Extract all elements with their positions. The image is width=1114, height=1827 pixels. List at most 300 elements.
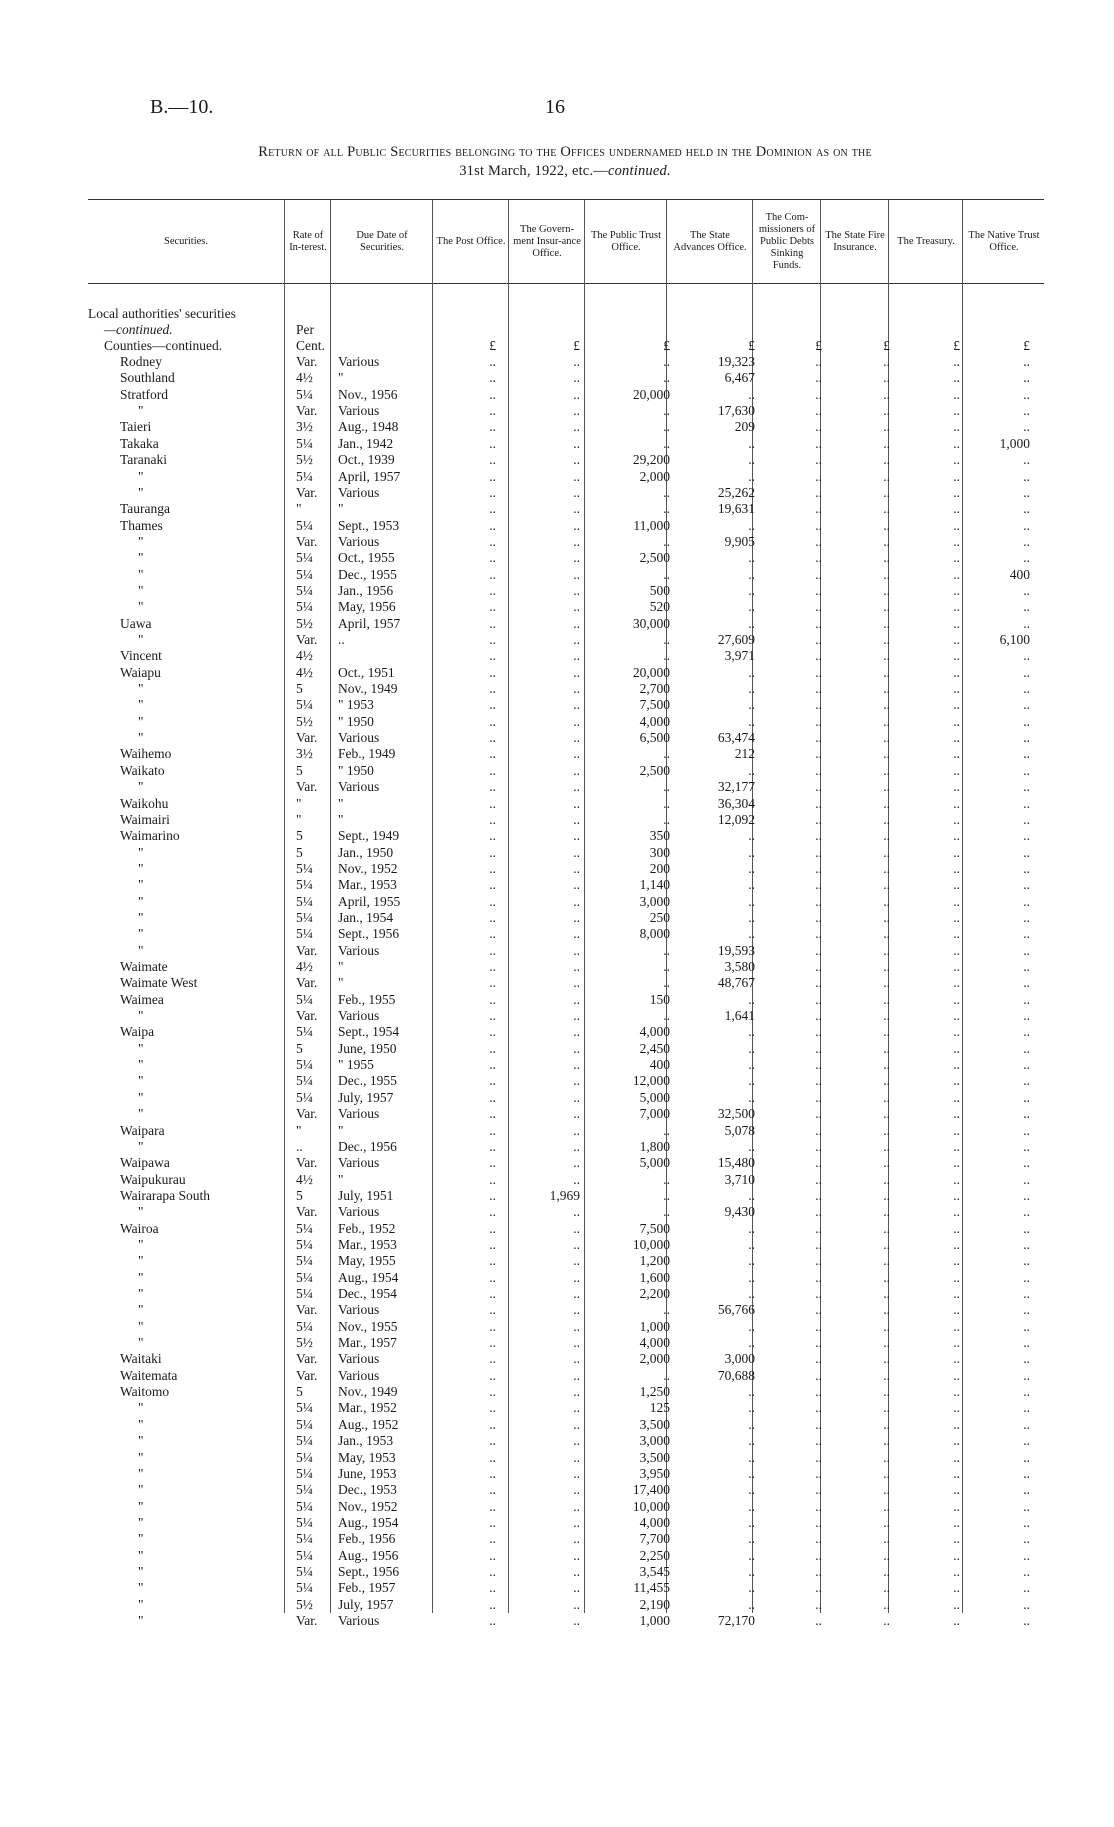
interest-rate: 4½ [296,648,313,664]
amount-cell: .. [883,1269,890,1285]
due-date: Nov., 1952 [338,860,398,876]
amount-cell: .. [953,811,960,827]
amount-cell: .. [489,893,496,909]
security-name: Waimarino [120,828,180,844]
amount-cell: .. [1023,1318,1030,1334]
amount-cell: .. [573,1531,580,1547]
security-name: Waipawa [120,1155,170,1171]
table-row [0,1613,1114,1629]
amount-cell: .. [815,844,822,860]
amount-cell: .. [953,1482,960,1498]
security-name: " [138,1433,144,1449]
amount-cell: .. [573,1106,580,1122]
security-name: " [138,681,144,696]
amount-cell: .. [573,1416,580,1432]
interest-rate: 5¼ [296,1220,313,1236]
due-date: " [338,501,344,517]
amount-cell: .. [883,1351,890,1367]
amount-cell: .. [573,419,580,435]
amount-cell: 3,000 [724,1351,755,1367]
due-date: Various [338,779,380,795]
security-name: " [138,599,144,615]
table-row [0,436,1114,452]
amount-cell: .. [573,762,580,778]
amount-cell: .. [573,599,580,615]
amount-cell: .. [748,762,755,778]
amount-cell: 5,000 [639,1155,670,1171]
amount-cell: .. [1023,795,1030,811]
table-row [0,1417,1114,1433]
amount-cell: .. [883,582,890,598]
amount-cell: .. [815,1171,822,1187]
interest-rate: 5¼ [296,860,313,876]
amount-cell: .. [748,1531,755,1547]
amount-cell: .. [489,1514,496,1530]
security-name: " [138,1580,144,1596]
amount-cell: .. [883,1367,890,1383]
due-date: Dec., 1955 [338,566,397,582]
pound-sign: £ [663,338,670,353]
table-row [0,1188,1114,1204]
amount-cell: .. [573,795,580,811]
security-name: " [138,1089,144,1105]
amount-cell: .. [1023,1057,1030,1073]
amount-cell: .. [573,1171,580,1187]
interest-rate: 5¼ [296,1433,313,1449]
amount-cell: .. [1023,354,1030,369]
security-name: " [138,860,144,876]
amount-cell: .. [953,1269,960,1285]
security-name: " [138,1465,144,1481]
amount-cell: .. [953,1531,960,1547]
amount-cell: .. [953,1024,960,1040]
amount-cell: .. [883,1057,890,1073]
interest-rate: 5¼ [296,991,313,1007]
amount-cell: .. [573,1138,580,1154]
amount-cell: .. [883,893,890,909]
amount-cell: .. [489,1236,496,1252]
amount-cell: .. [748,1580,755,1596]
amount-cell: .. [953,713,960,729]
due-date: Nov., 1949 [338,681,398,696]
amount-cell: .. [489,746,496,762]
interest-rate: 5¼ [296,926,313,942]
amount-cell: .. [815,1580,822,1596]
amount-cell: .. [815,1269,822,1285]
table-row [0,1041,1114,1057]
table-row [0,1008,1114,1024]
amount-cell: .. [1023,681,1030,696]
amount-cell: 209 [734,419,755,435]
amount-cell: .. [815,1465,822,1481]
table-row [0,370,1114,386]
amount-cell: .. [573,1613,580,1628]
amount-cell: .. [573,681,580,696]
amount-cell: 7,700 [639,1531,670,1547]
amount-cell: .. [815,828,822,844]
due-date: July, 1957 [338,1089,394,1105]
amount-cell: .. [883,1138,890,1154]
pound-sign: £ [489,338,496,353]
amount-cell: .. [815,1089,822,1105]
amount-cell: .. [573,1024,580,1040]
amount-cell: .. [1023,909,1030,925]
amount-cell: .. [748,582,755,598]
amount-cell: .. [489,1498,496,1514]
amount-cell: .. [489,1563,496,1579]
table-row [0,665,1114,681]
security-name: " [138,1449,144,1465]
amount-cell: .. [573,615,580,631]
amount-cell: .. [815,1073,822,1089]
amount-cell: 2,190 [639,1596,670,1612]
amount-cell: 32,500 [717,1106,755,1122]
amount-cell: .. [883,648,890,664]
interest-rate: 5¼ [296,1286,313,1301]
amount-cell: 2,000 [639,468,670,484]
amount-cell: .. [883,517,890,533]
amount-cell: .. [1023,1089,1030,1105]
amount-cell: .. [489,681,496,696]
amount-cell: .. [953,893,960,909]
due-date: June, 1950 [338,1040,397,1056]
table-row [0,697,1114,713]
security-name: " [138,1416,144,1432]
interest-rate: 5 [296,1040,303,1056]
interest-rate: 5 [296,828,303,844]
table-row [0,469,1114,485]
amount-cell: .. [1023,1335,1030,1350]
amount-cell: .. [815,909,822,925]
due-date: Mar., 1953 [338,877,397,893]
amount-cell: .. [573,533,580,549]
amount-cell: .. [663,1171,670,1187]
amount-cell: .. [883,566,890,582]
amount-cell: .. [815,860,822,876]
amount-cell: .. [883,975,890,991]
amount-cell: 3,500 [639,1416,670,1432]
due-date: " 1950 [338,762,374,778]
security-name: " [138,1547,144,1563]
due-date: Sept., 1949 [338,828,400,844]
security-name: " [138,1253,144,1269]
table-row [0,1351,1114,1367]
amount-cell: .. [953,1286,960,1301]
header-bottom-rule [88,283,1044,284]
due-date: Oct., 1939 [338,452,395,468]
amount-cell: .. [663,533,670,549]
amount-cell: .. [953,1547,960,1563]
amount-cell: .. [573,1122,580,1138]
amount-cell: .. [815,746,822,762]
interest-rate: 5¼ [296,517,313,533]
amount-cell: .. [1023,1498,1030,1514]
amount-cell: 200 [649,860,670,876]
amount-cell: .. [489,1286,496,1301]
security-name: Waipa [120,1024,155,1040]
amount-cell: .. [1023,599,1030,615]
amount-cell: .. [1023,501,1030,517]
amount-cell: .. [1023,926,1030,942]
amount-cell: .. [573,779,580,795]
amount-cell: .. [815,354,822,369]
amount-cell: .. [748,1057,755,1073]
security-name: " [138,1335,144,1350]
amount-cell: .. [883,877,890,893]
table-row [0,1580,1114,1596]
due-date: Aug., 1956 [338,1547,399,1563]
amount-cell: .. [883,1465,890,1481]
amount-cell: .. [883,501,890,517]
security-name: " [138,533,144,549]
amount-cell: .. [489,468,496,484]
amount-cell: .. [748,435,755,451]
interest-rate: 5¼ [296,599,313,615]
amount-cell: 7,000 [639,1106,670,1122]
interest-rate: Var. [296,1106,318,1122]
amount-cell: .. [815,1400,822,1416]
due-date: " [338,959,344,974]
amount-cell: .. [883,762,890,778]
amount-cell: .. [573,893,580,909]
amount-cell: 250 [649,909,670,925]
amount-cell: 8,000 [639,926,670,942]
amount-cell: .. [953,1433,960,1449]
amount-cell: .. [489,1580,496,1596]
amount-cell: .. [748,1482,755,1498]
amount-cell: .. [573,386,580,402]
amount-cell: .. [489,1302,496,1318]
due-date: Nov., 1949 [338,1384,398,1400]
amount-cell: .. [883,909,890,925]
amount-cell: .. [815,664,822,680]
amount-cell: .. [489,664,496,680]
amount-cell: .. [489,370,496,386]
amount-cell: 4,000 [639,713,670,729]
amount-cell: .. [573,713,580,729]
table-row [0,1384,1114,1400]
interest-rate: 5¼ [296,877,313,893]
due-date: Feb., 1955 [338,991,396,1007]
interest-rate: " [296,795,302,811]
amount-cell: .. [815,1187,822,1203]
amount-cell: 63,474 [717,730,755,745]
amount-cell: .. [953,1008,960,1023]
colhead-due-date: Due Date of Securities. [356,229,408,253]
amount-cell: .. [953,1416,960,1432]
amount-cell: .. [815,1335,822,1350]
amount-cell: .. [953,795,960,811]
amount-cell: .. [663,1122,670,1138]
table-row [0,1237,1114,1253]
colhead-post-office: The Post Office. [436,235,506,247]
security-name: Waitomo [120,1384,170,1400]
amount-cell: .. [1023,893,1030,909]
colhead-native-trust: The Native Trust Office. [968,229,1040,253]
amount-cell: .. [663,1204,670,1220]
amount-cell: .. [489,1089,496,1105]
amount-cell: .. [815,403,822,419]
security-name: Rodney [120,354,162,369]
table-row [0,1139,1114,1155]
amount-cell: 1,641 [724,1008,755,1023]
amount-cell: .. [489,959,496,974]
amount-cell: .. [573,1236,580,1252]
amount-cell: .. [815,1547,822,1563]
amount-cell: .. [663,811,670,827]
amount-cell: 15,480 [717,1155,755,1171]
amount-cell: .. [953,697,960,713]
due-date: " [338,795,344,811]
security-name: " [138,844,144,860]
amount-cell: .. [1023,1253,1030,1269]
amount-cell: .. [815,1220,822,1236]
amount-cell: .. [953,1122,960,1138]
table-row [0,1221,1114,1237]
amount-cell: .. [953,435,960,451]
interest-rate: 5 [296,762,303,778]
security-name: Waiapu [120,664,161,680]
interest-rate: Var. [296,1155,318,1171]
amount-cell: .. [489,1547,496,1563]
table-row [0,419,1114,435]
amount-cell: .. [489,942,496,958]
due-date: Sept., 1956 [338,1563,400,1579]
table-row [0,1286,1114,1302]
amount-cell: .. [573,860,580,876]
amount-cell: 125 [649,1400,670,1416]
amount-cell: .. [748,1596,755,1612]
table-row [0,1123,1114,1139]
table-row [0,730,1114,746]
amount-cell: .. [1023,844,1030,860]
amount-cell: .. [489,1253,496,1269]
amount-cell: .. [953,1236,960,1252]
due-date: Aug., 1954 [338,1514,399,1530]
security-name: Waipara [120,1122,165,1138]
amount-cell: .. [953,1449,960,1465]
security-name: Wairoa [120,1220,159,1236]
amount-cell: .. [953,1465,960,1481]
amount-cell: .. [1023,1433,1030,1449]
security-name: " [138,403,144,419]
amount-cell: .. [573,664,580,680]
amount-cell: .. [748,1286,755,1301]
amount-cell: .. [489,354,496,369]
table-row [0,1106,1114,1122]
table-row [0,1270,1114,1286]
amount-cell: .. [953,844,960,860]
colhead-treasury: The Treasury. [897,235,955,247]
security-name: Waikato [120,762,165,778]
amount-cell: .. [883,1122,890,1138]
interest-rate: Var. [296,484,318,500]
table-row [0,943,1114,959]
security-name: Uawa [120,615,152,631]
amount-cell: .. [883,811,890,827]
amount-cell: .. [953,1171,960,1187]
amount-cell: .. [573,746,580,762]
security-name: " [138,1008,144,1023]
security-name: Waimate West [120,975,198,991]
amount-cell: .. [883,1384,890,1400]
amount-cell: .. [748,860,755,876]
security-name: Thames [120,517,163,533]
amount-cell: .. [883,615,890,631]
amount-cell: .. [953,648,960,664]
amount-cell: .. [1023,615,1030,631]
interest-rate: Var. [296,632,318,647]
due-date: Jan., 1954 [338,909,394,925]
security-name: " [138,632,144,647]
amount-cell: .. [815,926,822,942]
interest-rate: 5¼ [296,435,313,451]
amount-cell: .. [489,517,496,533]
amount-cell: .. [489,1106,496,1122]
amount-cell: 3,971 [724,648,755,664]
amount-cell: .. [953,1580,960,1596]
due-date: Various [338,942,380,958]
amount-cell: .. [748,1465,755,1481]
amount-cell: .. [953,1253,960,1269]
interest-rate: 5¼ [296,1465,313,1481]
amount-cell: .. [573,1514,580,1530]
interest-rate: 5¼ [296,1269,313,1285]
title-date: 31st March, 1922, etc.— [459,163,608,179]
amount-cell: .. [573,730,580,745]
amount-cell: .. [953,582,960,598]
amount-cell: .. [815,811,822,827]
due-date: Jan., 1956 [338,582,394,598]
amount-cell: .. [573,517,580,533]
due-date: Feb., 1952 [338,1220,396,1236]
amount-cell: 19,593 [717,942,755,958]
table-row [0,1073,1114,1089]
amount-cell: .. [953,762,960,778]
amount-cell: .. [1023,1465,1030,1481]
amount-cell: .. [663,370,670,386]
amount-cell: 2,450 [639,1040,670,1056]
amount-cell: .. [1023,419,1030,435]
amount-cell: 9,430 [724,1204,755,1220]
amount-cell: .. [663,959,670,974]
amount-cell: .. [883,550,890,566]
table-row [0,959,1114,975]
interest-rate: 5¼ [296,1089,313,1105]
amount-cell: 25,262 [717,484,755,500]
amount-cell: .. [883,1302,890,1318]
amount-cell: .. [748,1253,755,1269]
amount-cell: .. [815,795,822,811]
amount-cell: .. [489,926,496,942]
amount-cell: .. [1023,942,1030,958]
amount-cell: .. [815,1449,822,1465]
amount-cell: .. [748,1138,755,1154]
interest-rate: 5¼ [296,1253,313,1269]
amount-cell: .. [573,975,580,991]
amount-cell: .. [748,550,755,566]
interest-rate: 5¼ [296,1057,313,1073]
amount-cell: .. [489,648,496,664]
interest-rate: 5¼ [296,1547,313,1563]
amount-cell: .. [815,370,822,386]
amount-cell: .. [1023,1367,1030,1383]
table-row [0,1400,1114,1416]
amount-cell: .. [953,1351,960,1367]
amount-cell: .. [573,1384,580,1400]
amount-cell: .. [573,1351,580,1367]
amount-cell: .. [815,730,822,745]
